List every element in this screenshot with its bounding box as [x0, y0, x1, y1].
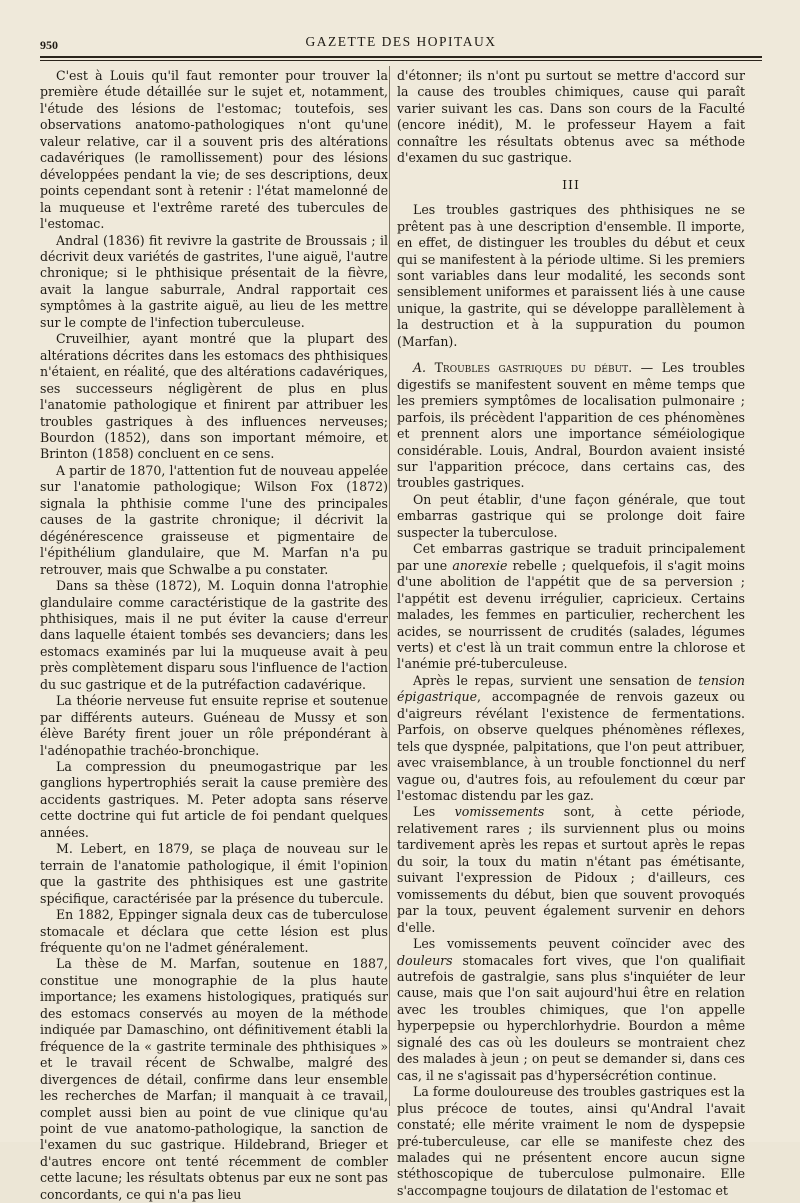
subsection-text: — Les troubles digestifs se manifestent souvent en même temps que les premiers symptômes de localisation pulmonaire ; parfois, ils précèdent l'apparition de ces phénomènes et prennent alors une importance séméiologique considérable. Louis, Andral, Bourdon avaient insisté sur l'apparition précoce, dans certains cas, des troubles gastriques.	[397, 360, 745, 491]
paragraph-tension	[397, 673, 745, 805]
paragraph-anorexie	[397, 541, 745, 673]
paragraph-andral: Andral (1836) fit revivre la gastrite de Broussais ; il décrivit deux variétés de gastrites, l'une aiguë, l'autre chronique; si le phthisique présentait de la fièvre, avait la langue saburrale, Andral rapportait ces symptômes à la gastrite aiguë, au lieu de les mettre sur le compte de l'infection tuberculeuse.	[40, 232, 388, 330]
paragraph-1870: A partir de 1870, l'attention fut de nouveau appelée sur l'anatomie pathologique; Wilson Fox (1872) signala la phthisie comme l'une des principales causes de la gastrite chronique; il décrivit la dégénérescence graisseuse et pigmentaire de l'épithélium glandulaire, que M. Marfan n'a pu retrouver, mais que Schwalbe a pu constater.	[40, 462, 388, 577]
paragraph-loquin: Dans sa thèse (1872), M. Loquin donna l'atrophie glandulaire comme caractéristique de la gastrite des phthisiques, mais il ne put éviter la cause d'erreur dans laquelle étaient tombés ses devanciers; dans les estomacs examinés par lui la muqueuse avait à peu près complètement disparu sous l'influence de l'action du suc gastrique et de la putréfaction cadavérique.	[40, 578, 388, 692]
paragraph-eppinger: En 1882, Eppinger signala deux cas de tuberculose stomacale et déclara que cette lésion est plus fréquente qu'on ne l'admet généralement.	[40, 907, 388, 956]
header-rule-thin	[40, 60, 762, 61]
subsection-title: Troubles gastriques du début.	[434, 360, 633, 376]
paragraph-lebert: M. Lebert, en 1879, se plaça de nouveau sur le terrain de l'anatomie pathologique, il émit l'opinion que la gastrite des phthisiques est une gastrite spécifique, caractérisée par la présence du tubercule.	[40, 841, 388, 906]
term-douleurs: douleurs	[397, 952, 453, 968]
term-tension: tension épigastrique	[397, 672, 745, 705]
term-anorexie: anorexie	[452, 557, 508, 573]
text-span: Après le repas, survient une sensation de	[413, 672, 699, 688]
text-span: Les	[413, 804, 455, 820]
paragraph-marfan: La thèse de M. Marfan, soutenue en 1887, constitue une monographie de la plus haute importance; les examens histologiques, pratiqués sur des estomacs conservés au moyen de la méthode indiquée par Damaschino, ont définitivement établi la fréquence de la « gastrite terminale des phthisiques » et le travail récent de Schwalbe, malgré des divergences de détail, confirme dans leur ensemble les recherches de Marfan; il manquait à ce travail, complet aussi bien au point de vue clinique qu'au point de vue anatomo-pathologique, la sanction de l'examen du suc gastrique. Hildebrand, Brieger et d'autres encore ont tenté récemment de combler cette lacune; les résultats obtenus par eux ne sont pas concordants, ce qui n'a pas lieu	[40, 956, 388, 1202]
paragraph-vomissements	[397, 804, 745, 936]
paragraph-continuation: d'étonner; ils n'ont pu surtout se mettre d'accord sur la cause des troubles chimiques, cause qui paraît varier suivant les cas. Dans son cours de la Faculté (encore inédit), M. le professeur Hayem a fait connaître les résultats obtenus avec sa méthode d'examen du suc gastrique.	[397, 68, 745, 166]
right-column	[397, 68, 745, 1199]
paragraph-louis: C'est à Louis qu'il faut remonter pour trouver la première étude détaillée sur le sujet et, notamment, l'étude des lésions de l'estomac; toutefois, ses observations anatomo-pathologiques n'ont qu'une valeur relative, car il a souvent pris des altérations cadavériques (le ramollissement) pour des lésions développées pendant la vie; de ses descriptions, deux points cependant sont à retenir : l'état mamelonné de la muqueuse et l'extrême rareté des tubercules de l'estomac.	[40, 68, 388, 232]
running-title: GAZETTE DES HOPITAUX	[305, 34, 497, 49]
text-span: , accompagnée de renvois gazeux ou d'aigreurs révélant l'existence de fermentations. Parfois, on observe quelques phénomènes réflexes, tels que dyspnée, palpitations, que l'on peut attribuer, avec vraisemblance, à un trouble fonctionnel du nerf vague ou, d'autres fois, au refoulement du cœur par l'estomac distendu par les gaz.	[397, 689, 745, 804]
page-header	[40, 30, 762, 52]
header-rule	[40, 56, 762, 58]
text-span: stomacales fort vives, que l'on qualifiait autrefois de gastralgie, sans plus s'inquiéter de leur cause, mais que l'on sait aujourd'hui être en relation avec les troubles chimiques, que l'on appelle hyperpepsie ou hyperchlorhydrie. Bourdon a même signalé des cas où les douleurs se montraient chez des malades à jeun ; on peut se demander si, dans ces cas, il ne s'agissait pas d'hypersécrétion continue.	[397, 952, 745, 1083]
paragraph-embarras: On peut établir, d'une façon générale, que tout embarras gastrique qui se prolonge doit faire suspecter la tuberculose.	[397, 491, 745, 540]
paragraph-cruveilhier: Cruveilhier, ayant montré que la plupart des altérations décrites dans les estomacs des phthisiques n'étaient, en réalité, que des altérations cadavériques, ses successeurs négligèrent de plus en plus l'anatomie pathologique et finirent par attribuer les troubles gastriques à des influences nerveuses; Bourdon (1852), dans son important mémoire, et Brinton (1858) concluent en ce sens.	[40, 331, 388, 462]
paragraph-theorie-nerveuse: La théorie nerveuse fut ensuite reprise et soutenue par différents auteurs. Guéneau de Mussy et son élève Baréty firent jouer un rôle prépondérant à l'adénopathie trachéo-bronchique.	[40, 693, 388, 758]
text-span: Cet embarras gastrique se traduit principalement par une	[397, 541, 745, 573]
section-number: III	[562, 176, 580, 192]
text-span: sont, à cette période, relativement rares ; ils surviennent plus ou moins tardivement après les repas et surtout après le repas du soir, la toux du matin n'étant pas émétisante, suivant l'expression de Pidoux ; d'ailleurs, ces vomissements du début, bien que souvent provoqués par la toux, peuvent également survenir en dehors d'elle.	[397, 804, 745, 935]
left-column	[40, 68, 388, 1203]
paragraph-forme-douloureuse: La forme douloureuse des troubles gastriques est la plus précoce de toutes, ainsi qu'Andral l'avait constaté; elle mérite vraiment le nom de dyspepsie pré-tuberculeuse, car elle se manifeste chez des malades qui ne présentent encore aucun signe stéthoscopique de tuberculose pulmonaire. Elle s'accompagne toujours de dilatation de l'estomac et	[397, 1084, 745, 1198]
column-divider	[389, 66, 390, 1106]
page-number: 950	[40, 38, 58, 52]
text-span: rebelle ; quelquefois, il s'agit moins d'une abolition de l'appétit que de sa perversion ; l'appétit est devenu irrégulier, capricieux. Certains malades, les femmes en particulier, recherchent les acides, se nourrissent de crudités (salades, légumes verts) et c'est là un trait commun entre la chlorose et l'anémie pré-tuberculeuse.	[397, 557, 745, 672]
term-vomissements: vomissements	[454, 804, 545, 820]
text-span: Les vomissements peuvent coïncider avec des	[413, 936, 745, 952]
section-gap	[397, 350, 745, 360]
paragraph-douleurs	[397, 936, 745, 1084]
subsection-letter: A.	[413, 360, 427, 376]
paragraph-intro: Les troubles gastriques des phthisiques ne se prêtent pas à une description d'ensemble. Il importe, en effet, de distinguer les troubles du début et ceux qui se manifestent à la période ultime. Si les premiers sont variables dans leur modalité, les seconds sont sensiblement uniformes et paraissent liés à une cause unique, la gastrite, qui se développe parallèlement à la destruction et à la suppuration du poumon (Marfan).	[397, 202, 745, 349]
paragraph-compression: La compression du pneumogastrique par les ganglions hypertrophiés serait la cause première des accidents gastriques. M. Peter adopta sans réserve cette doctrine qui fut article de foi pendant quelques années.	[40, 759, 388, 840]
paragraph-troubles-debut	[397, 360, 745, 492]
